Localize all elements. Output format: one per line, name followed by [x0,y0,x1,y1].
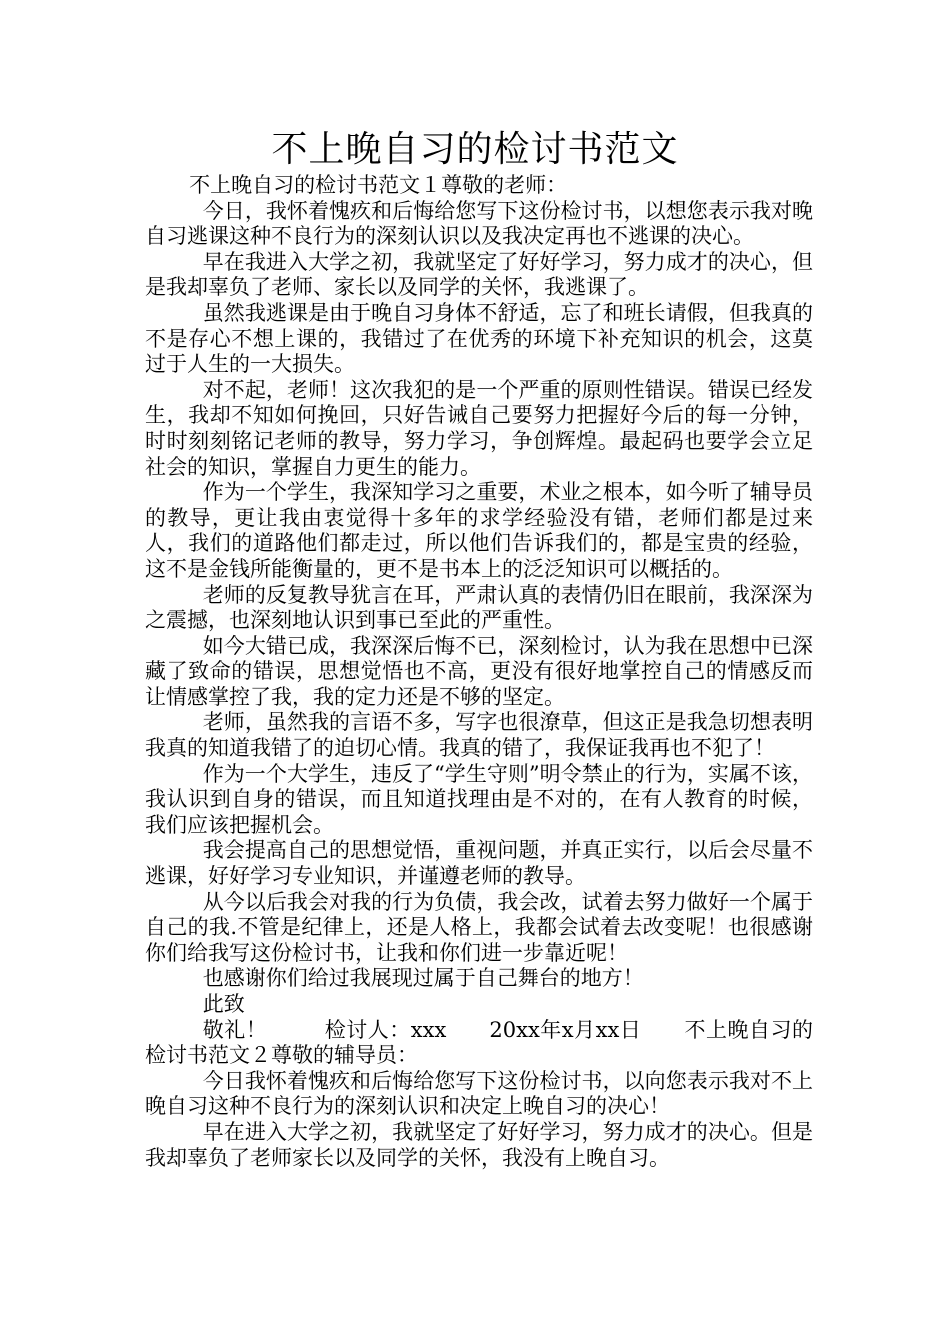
paragraph: 从今以后我会对我的行为负债，我会改，试着去努力做好一个属于自己的我.不管是纪律上，还是人格上，我都会试着去改变呢！也很感谢你们给我写这份检讨书，让我和你们进一步靠近呢！ [145,889,813,965]
paragraph: 老师的反复教导犹言在耳，严肃认真的表情仍旧在眼前，我深深为之震撼，也深刻地认识到事已至此的严重性。 [145,582,813,633]
paragraph: 早在进入大学之初，我就坚定了好好学习，努力成才的决心。但是我却辜负了老师家长以及同学的关怀，我没有上晚自习。 [145,1119,813,1170]
paragraph: 今日，我怀着愧疚和后悔给您写下这份检讨书，以想您表示我对晚自习逃课这种不良行为的深刻认识以及我决定再也不逃课的决心。 [145,198,813,249]
paragraph: 老师，虽然我的言语不多，写字也很潦草，但这正是我急切想表明我真的知道我错了的迫切心情。我真的错了，我保证我再也不犯了！ [145,710,813,761]
second-sample-opening: 不上晚自习的检讨书范文２尊敬的辅导员： [145,1017,813,1068]
signature-line [145,1018,813,1069]
paragraph: 也感谢你们给过我展现过属于自己舞台的地方！ [202,966,644,991]
paragraph: 我会提高自己的思想觉悟，重视问题，并真正实行，以后会尽量不逃课，好好学习专业知识，并谨遵老师的教导。 [145,838,813,889]
paragraph: 作为一个学生，我深知学习之重要，术业之根本，如今听了辅导员的教导，更让我由衷觉得十多年的求学经验没有错，老师们都是过来人，我们的道路他们都走过，所以他们告诉我们的，都是宝贵的经验，这不是金钱所能衡量的，更不是书本上的泛泛知识可以概括的。 [145,480,813,581]
opening-line: 不上晚自习的检讨书范文１尊敬的老师： [189,173,568,197]
paragraph: 今日我怀着愧疚和后悔给您写下这份检讨书，以向您表示我对不上晚自习这种不良行为的深刻认识和决定上晚自习的决心！ [145,1068,813,1119]
paragraph: 对不起，老师！这次我犯的是一个严重的原则性错误。错误已经发生，我却不知如何挽回，只好告诫自己要努力把握好今后的每一分钟，时时刻刻铭记老师的教导，努力学习，争创辉煌。最起码也要学会立足社会的知识，掌握自力更生的能力。 [145,377,813,479]
date: 20xx年x月xx日 [489,1017,642,1042]
closing-line: 此致 [202,992,245,1016]
document-body [145,173,813,1171]
paragraph: 虽然我逃课是由于晚自习身体不舒适，忘了和班长请假，但我真的不是存心不想上课的，我错过了在优秀的环境下补充知识的机会，这莫过于人生的一大损失。 [145,300,813,377]
paragraph: 如今大错已成，我深深后悔不已，深刻检讨，认为我在思想中已深藏了致命的错误，思想觉悟也不高，更没有很好地掌控自己的情感反而让情感掌控了我，我的定力还是不够的坚定。 [145,633,813,709]
reviewer: 检讨人：xxx [324,1017,447,1042]
paragraph: 早在我进入大学之初，我就坚定了好好学习，努力成才的决心，但是我却辜负了老师、家长以及同学的关怀，我逃课了。 [145,249,813,300]
document-title: 不上晚自习的检讨书范文 [271,129,679,170]
paragraph: 作为一个大学生，违反了“学生守则”明令禁止的行为，实属不该，我认识到自身的错误，而且知道找理由是不对的，在有人教育的时候，我们应该把握机会。 [145,761,813,837]
salute: 敬礼！ [202,1017,268,1042]
